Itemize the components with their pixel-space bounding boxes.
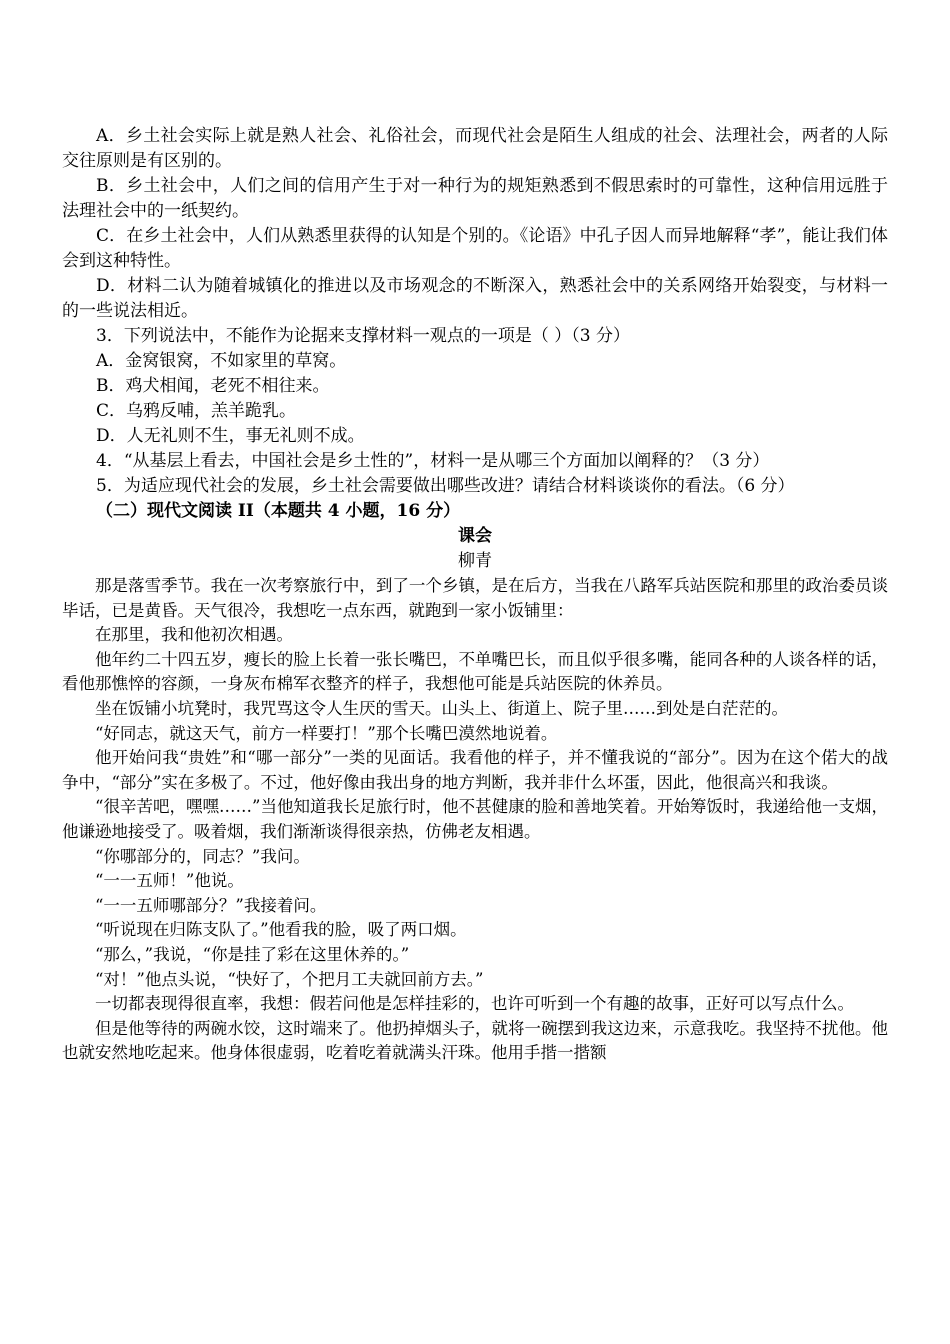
option-a-q2: A．乡土社会实际上就是熟人社会、礼俗社会，而现代社会是陌生人组成的社会、法理社会，两者的人际交往原则是有区别的。 xyxy=(62,126,888,171)
document-page xyxy=(62,124,888,1066)
story-paragraph: “对！”他点头说，“快好了，个把月工夫就回前方去。” xyxy=(95,969,484,989)
story-paragraph: “那么，”我说，“你是挂了彩在这里休养的。” xyxy=(95,944,410,964)
story-body xyxy=(62,574,888,1066)
option-d-q2: D．材料二认为随着城镇化的推进以及市场观念的不断深入，熟悉社会中的关系网络开始裂变，与材料一的一些说法相近。 xyxy=(62,276,888,321)
story-paragraph: 在那里，我和他初次相遇。 xyxy=(95,625,293,645)
story-paragraph: 那是落雪季节。我在一次考察旅行中，到了一个乡镇，是在后方，当我在八路军兵站医院和那里的政治委员谈毕话，已是黄昏。天气很冷，我想吃一点东西，就跑到一家小饭铺里： xyxy=(62,576,888,620)
option-c-q3: C．乌鸦反哺，羔羊跪乳。 xyxy=(96,401,297,421)
story-paragraph: 他开始问我“贵姓”和“哪一部分”一类的见面话。我看他的样子，并不懂我说的“部分”。因为在这个偌大的战争中，“部分”实在多极了。不过，他好像由我出身的地方判断，我并非什么坏蛋，因此，他很高兴和我谈。 xyxy=(62,748,888,792)
option-b-q3: B．鸡犬相闻，老死不相往来。 xyxy=(96,376,330,396)
section-heading: （二）现代文阅读 II（本题共 4 小题，16 分） xyxy=(96,501,461,521)
option-d-q3: D．人无礼则不生，事无礼则不成。 xyxy=(96,426,365,446)
story-paragraph: “听说现在归陈支队了。”他看我的脸，吸了两口烟。 xyxy=(95,920,467,940)
story-paragraph: “你哪部分的，同志？”我问。 xyxy=(95,846,310,866)
option-b-q2: B．乡土社会中，人们之间的信用产生于对一种行为的规矩熟悉到不假思索时的可靠性，这种信用远胜于法理社会中的一纸契约。 xyxy=(62,176,888,221)
option-c-q2: C．在乡土社会中，人们从熟悉里获得的认知是个别的。《论语》中孔子因人而异地解释“孝”，能让我们体会到这种特性。 xyxy=(62,226,888,271)
story-author: 柳青 xyxy=(458,551,492,571)
story-paragraph: 坐在饭铺小坑凳时，我咒骂这令人生厌的雪天。山头上、街道上、院子里……到处是白茫茫的。 xyxy=(95,698,788,718)
story-paragraph: “一一五师！”他说。 xyxy=(95,871,244,891)
reading-section-1 xyxy=(62,124,888,499)
reading-section-2 xyxy=(62,499,888,1066)
question-3: 3．下列说法中，不能作为论据来支撑材料一观点的一项是（ ）（3 分） xyxy=(96,326,630,346)
story-paragraph: “一一五师哪部分？”我接着问。 xyxy=(95,895,327,915)
question-5: 5．为适应现代社会的发展，乡土社会需要做出哪些改进？请结合材料谈谈你的看法。（6 分） xyxy=(96,476,795,496)
story-title: 课会 xyxy=(458,526,492,546)
question-4: 4．“从基层上看去，中国社会是乡土性的”，材料一是从哪三个方面加以阐释的？（3 分） xyxy=(96,451,770,471)
story-paragraph: 一切都表现得很直率，我想：假若问他是怎样挂彩的，也许可听到一个有趣的故事，正好可以写点什么。 xyxy=(95,994,854,1014)
option-a-q3: A．金窝银窝，不如家里的草窝。 xyxy=(96,351,347,371)
story-paragraph: 他年约二十四五岁，瘦长的脸上长着一张长嘴巴，不单嘴巴长，而且似乎很多嘴，能同各种的人谈各样的话，看他那憔悴的容颜，一身灰布棉军衣整齐的样子，我想他可能是兵站医院的休养员。 xyxy=(62,649,888,694)
story-paragraph: “很辛苦吧，嘿嘿……”当他知道我长足旅行时，他不甚健康的脸和善地笑着。开始筹饭时，我递给他一支烟，他谦逊地接受了。吸着烟，我们渐渐谈得很亲热，仿佛老友相遇。 xyxy=(62,797,888,841)
story-paragraph: 但是他等待的两碗水饺，这时端来了。他扔掉烟头子，就将一碗摆到我这边来，示意我吃。我坚持不扰他。他也就安然地吃起来。他身体很虚弱，吃着吃着就满头汗珠。他用手揩一揩额 xyxy=(62,1018,888,1063)
story-paragraph: “好同志，就这天气，前方一样要打！”那个长嘴巴漠然地说着。 xyxy=(95,723,558,743)
